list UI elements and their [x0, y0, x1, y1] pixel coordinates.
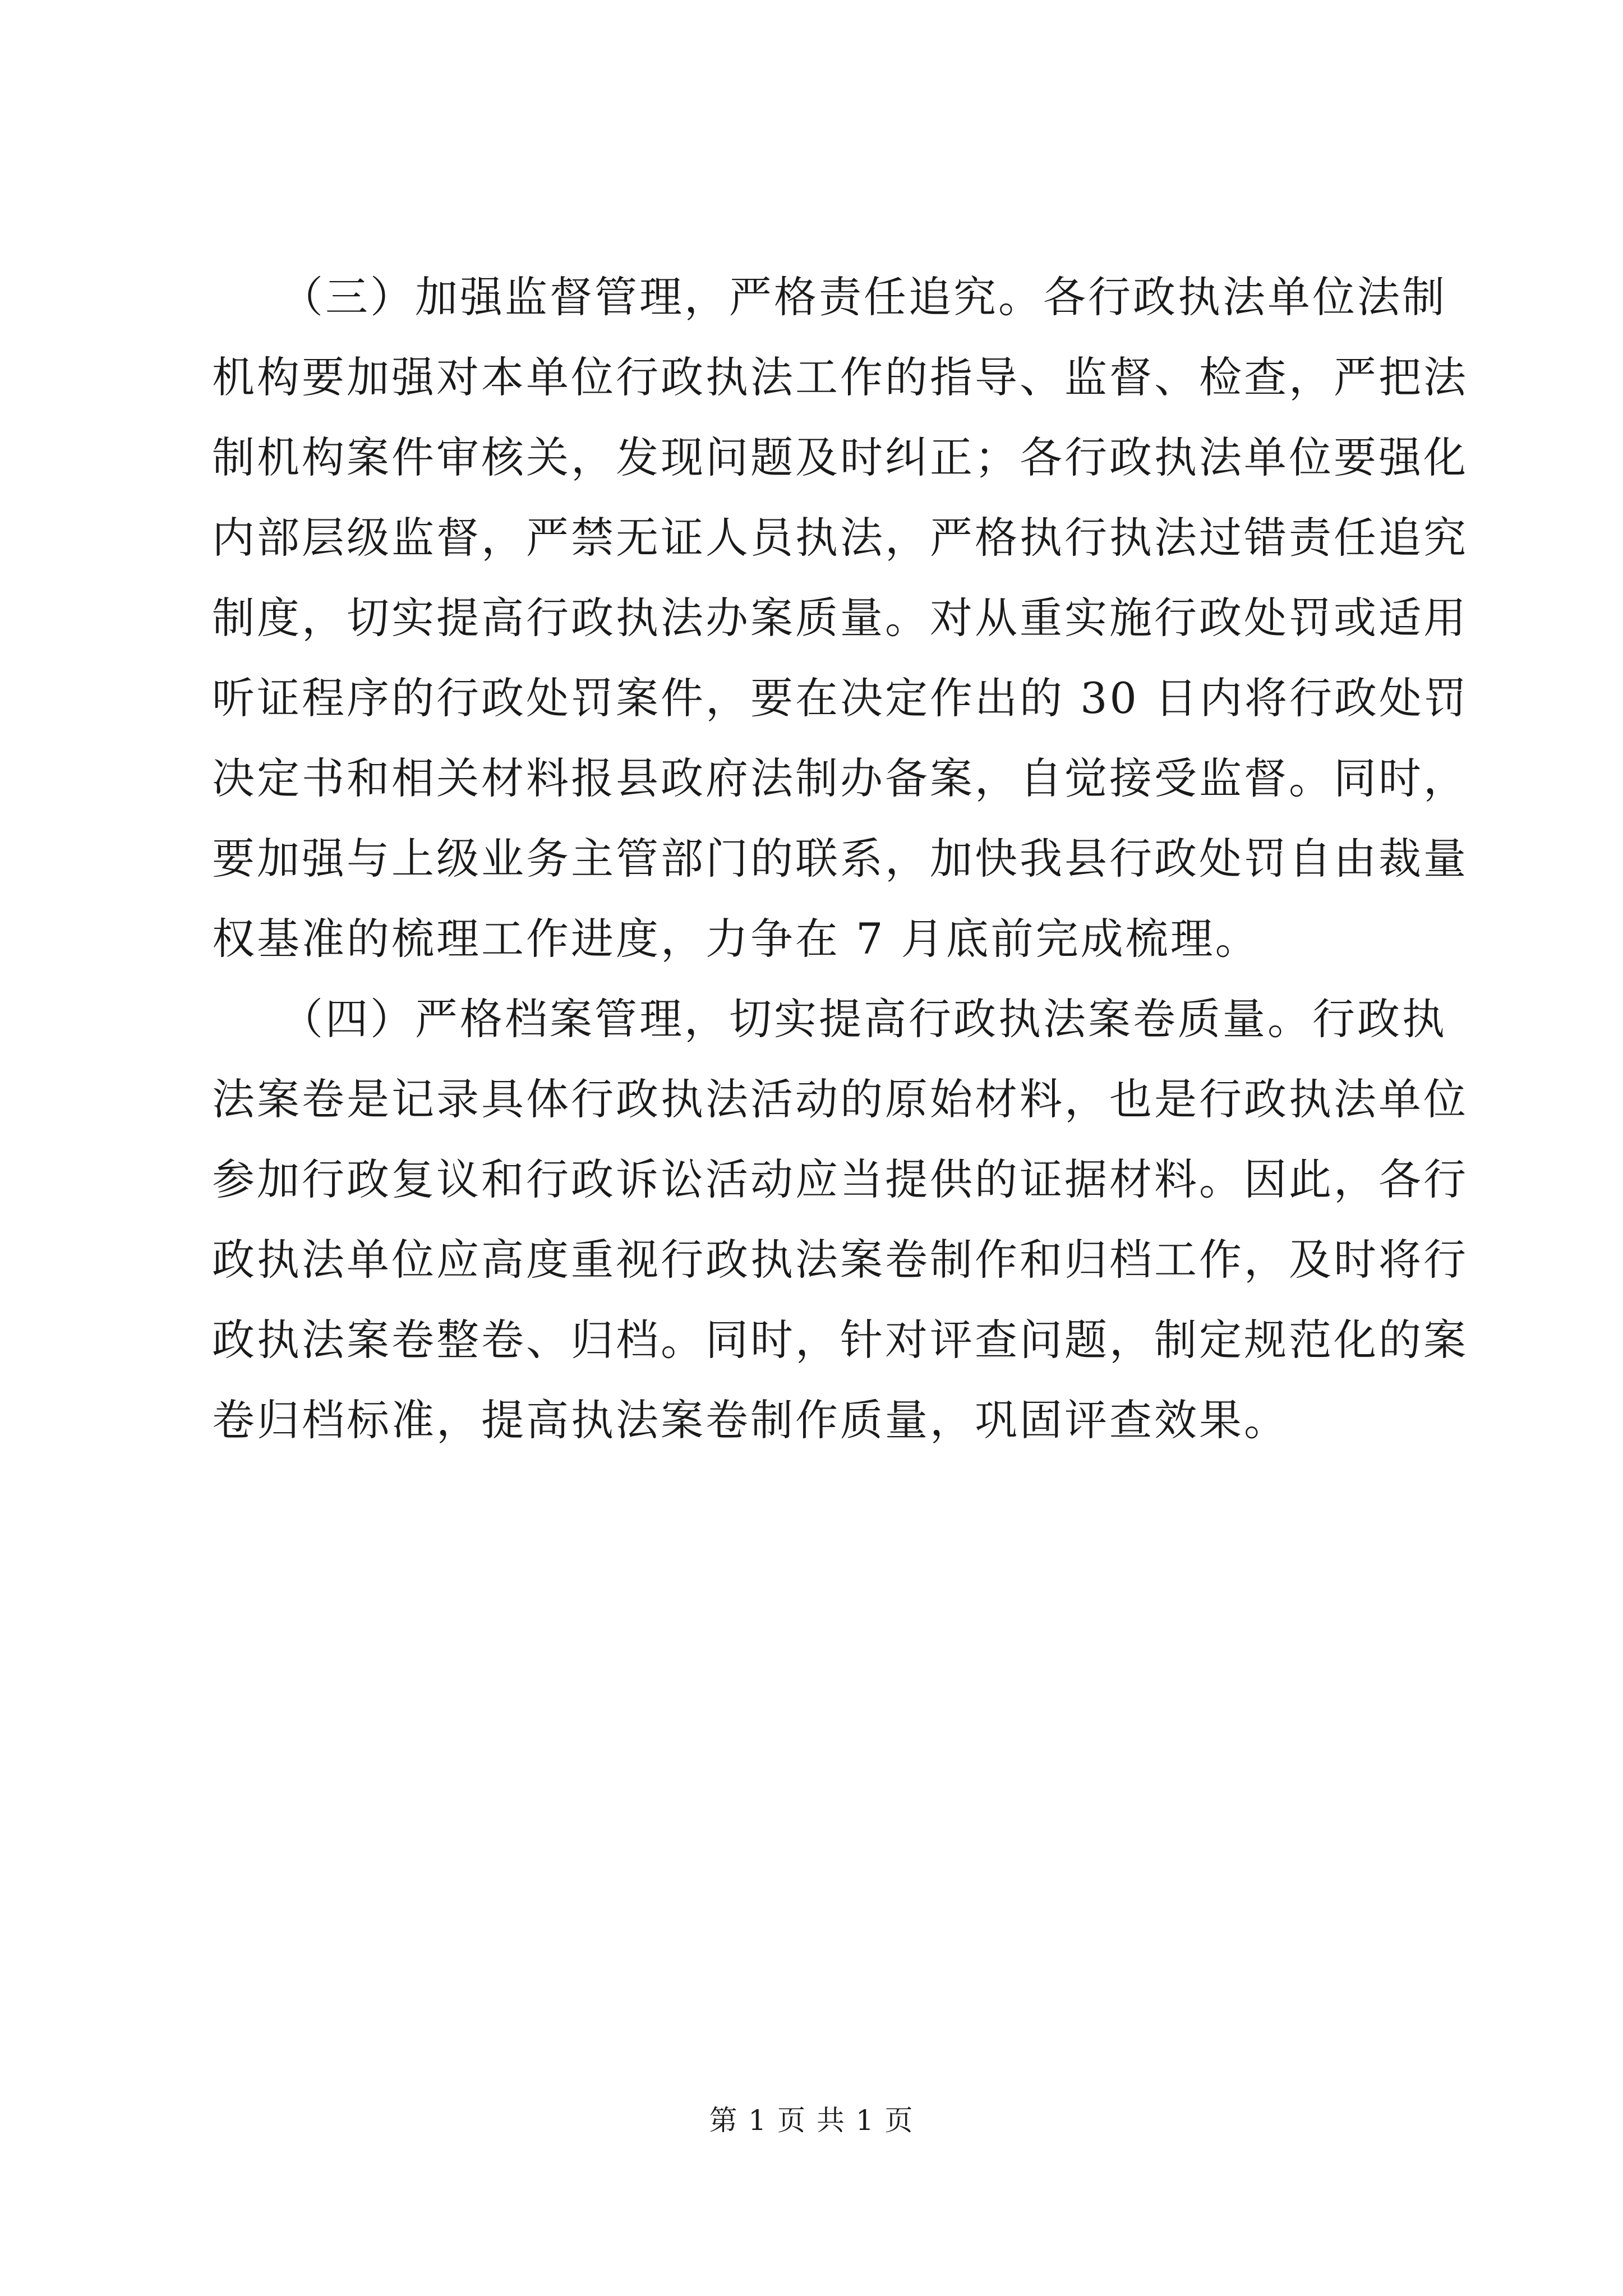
page-number: 第 1 页 共 1 页 — [709, 2104, 914, 2137]
paragraph-line: 听证程序的行政处罚案件，要在决定作出的 30 日内将行政处罚 — [212, 673, 1469, 723]
paragraph-line: （四）严格档案管理，切实提高行政执法案卷质量。行政执 — [212, 994, 1447, 1044]
paragraph-line: 卷归档标准，提高执法案卷制作质量，巩固评查效果。 — [212, 1395, 1289, 1445]
paragraph-section-4 — [212, 979, 1468, 1460]
paragraph-line: （三）加强监督管理，严格责任追究。各行政执法单位法制 — [212, 272, 1447, 322]
paragraph-line: 制度，切实提高行政执法办案质量。对从重实施行政处罚或适用 — [212, 593, 1468, 643]
paragraph-line: 法案卷是记录具体行政执法活动的原始材料，也是行政执法单位 — [212, 1074, 1468, 1124]
paragraph-line: 制机构案件审核关，发现问题及时纠正；各行政执法单位要强化 — [212, 432, 1468, 482]
paragraph-line: 机构要加强对本单位行政执法工作的指导、监督、检查，严把法 — [212, 352, 1468, 402]
document-body — [212, 257, 1469, 1460]
paragraph-line: 要加强与上级业务主管部门的联系，加快我县行政处罚自由裁量 — [212, 834, 1468, 884]
paragraph-section-3 — [212, 257, 1469, 979]
paragraph-line: 政执法案卷整卷、归档。同时，针对评查问题，制定规范化的案 — [212, 1315, 1468, 1365]
paragraph-line: 参加行政复议和行政诉讼活动应当提供的证据材料。因此，各行 — [212, 1154, 1468, 1204]
paragraph-line: 内部层级监督，严禁无证人员执法，严格执行执法过错责任追究 — [212, 513, 1468, 563]
paragraph-line: 权基准的梳理工作进度，力争在 7 月底前完成梳理。 — [212, 914, 1260, 964]
paragraph-line: 决定书和相关材料报县政府法制办备案，自觉接受监督。同时， — [212, 753, 1468, 803]
paragraph-line: 政执法单位应高度重视行政执法案卷制作和归档工作，及时将行 — [212, 1235, 1468, 1285]
page-footer — [0, 2101, 1623, 2140]
